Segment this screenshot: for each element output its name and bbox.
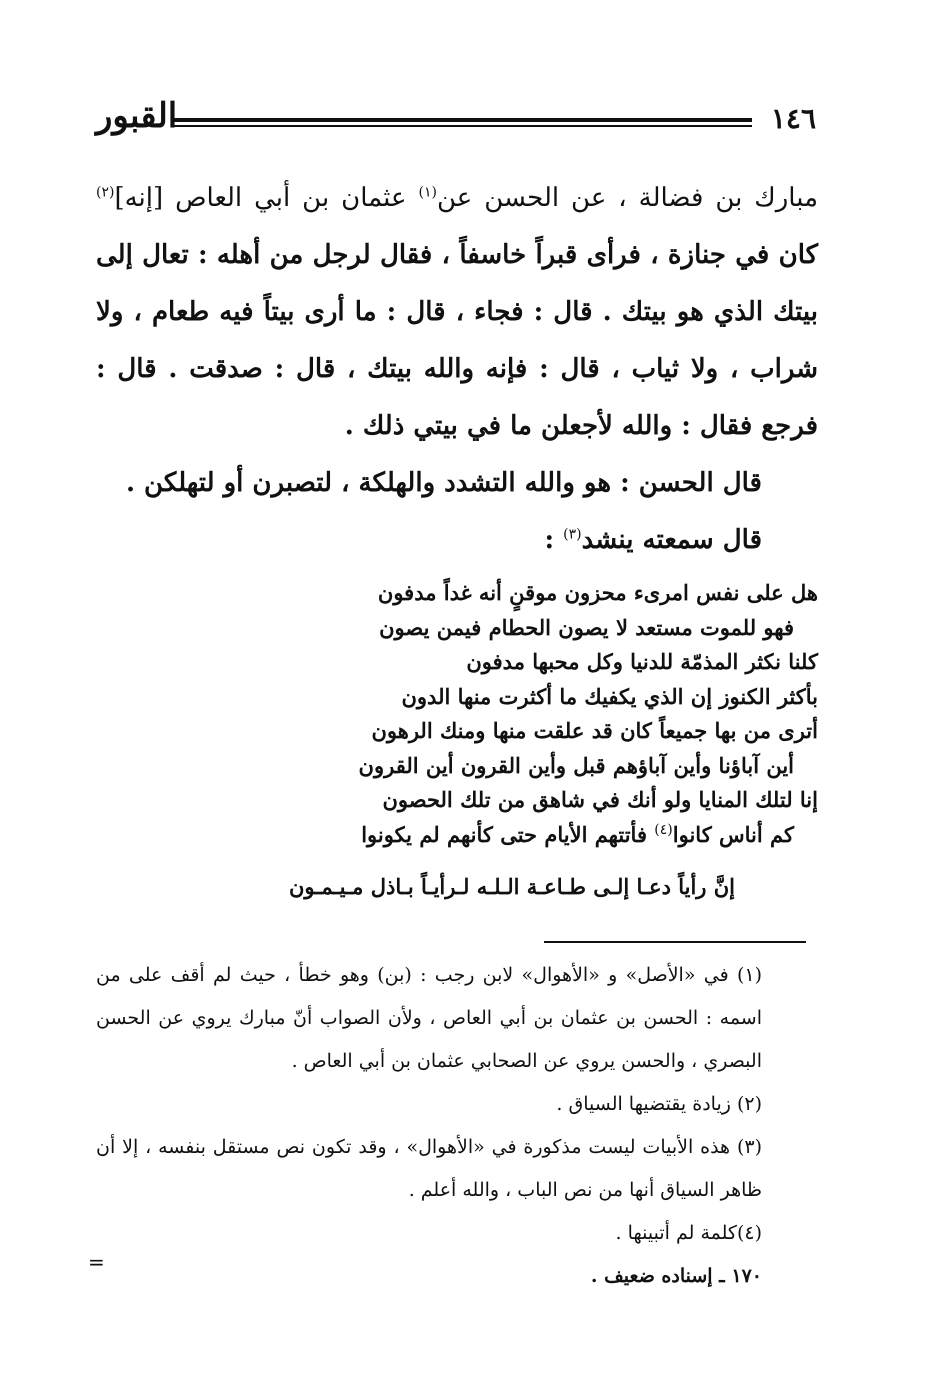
page-number: ١٤٦: [770, 102, 816, 135]
paragraph-3-colon: :: [544, 525, 564, 555]
main-text: [96, 170, 818, 569]
footnote-ref-4: (٤): [654, 821, 673, 838]
side-mark: =: [88, 1250, 105, 1274]
poem-line-8: [96, 818, 818, 853]
page-header: [96, 96, 816, 146]
footnote-4: (٤)كلمة لم أتبينها .: [615, 1222, 762, 1244]
poem-line-8-end: فأتتهم الأيام حتى كأنهم لم يكونوا: [361, 821, 655, 847]
isnad-note: ١٧٠ ـ إسناده ضعيف .: [590, 1265, 762, 1287]
paragraph-1-rest: كان في جنازة ، فرأى قبراً خاسفاً ، فقال لرجل من أهله : تعال إلى بيتك الذي هو بيتك . قال : فجاء ، قال : ما أرى بيتاً فيه طعام ، ولا شراب ، ولا ثياب ، قال : فإنه والله بيتك ، قال : صدقت . قال : فرجع فقال : والله لأجعلن ما في بيتي ذلك .: [96, 240, 818, 441]
header-double-rule: [174, 118, 752, 127]
paragraph-3: [96, 512, 818, 569]
footnote-2: (٢) زيادة يقتضيها السياق .: [556, 1093, 762, 1115]
paragraph-1: [96, 170, 818, 455]
paragraph-2: قال الحسن : هو والله التشدد والهلكة ، لتصبرن أو لتهلكن .: [125, 468, 762, 498]
paragraph-3-text: قال سمعته ينشد: [581, 525, 762, 555]
poem-line: أترى من بها جميعاً كان قد علقت منها ومنك الرهون: [371, 718, 818, 743]
running-title: القبور: [96, 96, 178, 136]
footnote-3: (٣) هذه الأبيات ليست مذكورة في «الأهوال» ، وقد تكون نص مستقل بنفسه ، إلا أن ظاهر السياق أنها من نص الباب ، والله أعلم .: [96, 1136, 762, 1201]
poem-line: إنا لتلك المنايا ولو أنك في شاهق من تلك الحصون: [382, 787, 818, 812]
poem-line-8-start: كم أناس كانوا: [672, 821, 794, 847]
footnote-ref-2: (٢): [96, 184, 115, 201]
footnote-ref-3: (٣): [563, 526, 582, 543]
poem-line: فهو للموت مستعد لا يصون الحطام فيمن يصون: [379, 614, 794, 640]
poem-line: هل على نفس امرىء محزون موقنٍ أنه غداً مدفون: [377, 580, 818, 605]
poem: [96, 576, 818, 905]
footnotes: [96, 954, 818, 1298]
poem-line: كلنا نكثر المذمّة للدنيا وكل محبها مدفون: [466, 649, 818, 674]
paragraph-1-mid: عثمان بن أبي العاص [إنه]: [114, 183, 419, 213]
poem-last-line: إنَّ رأياً دعـا إلـى طـاعـة الـلـه لـرأيـاً بـاذل مـيـمـون: [288, 874, 736, 899]
paragraph-1-start: مبارك بن فضالة ، عن الحسن عن: [436, 183, 818, 213]
footnote-separator: [544, 941, 806, 943]
footnote-1: (١) في «الأصل» و «الأهوال» لابن رجب : (بن) وهو خطأ ، حيث لم أقف على من اسمه : الحسن بن عثمان بن أبي العاص ، ولأن الصواب أنّ مبارك يروي عن الحسن البصري ، والحسن يروي عن الصحابي عثمان بن أبي العاص .: [96, 964, 762, 1072]
footnote-ref-1: (١): [418, 184, 437, 201]
poem-line: أين آباؤنا وأين آباؤهم قبل وأين القرون أين القرون: [358, 752, 794, 778]
poem-line: بأكثر الكنوز إن الذي يكفيك ما أكثرت منها الدون: [401, 683, 818, 709]
